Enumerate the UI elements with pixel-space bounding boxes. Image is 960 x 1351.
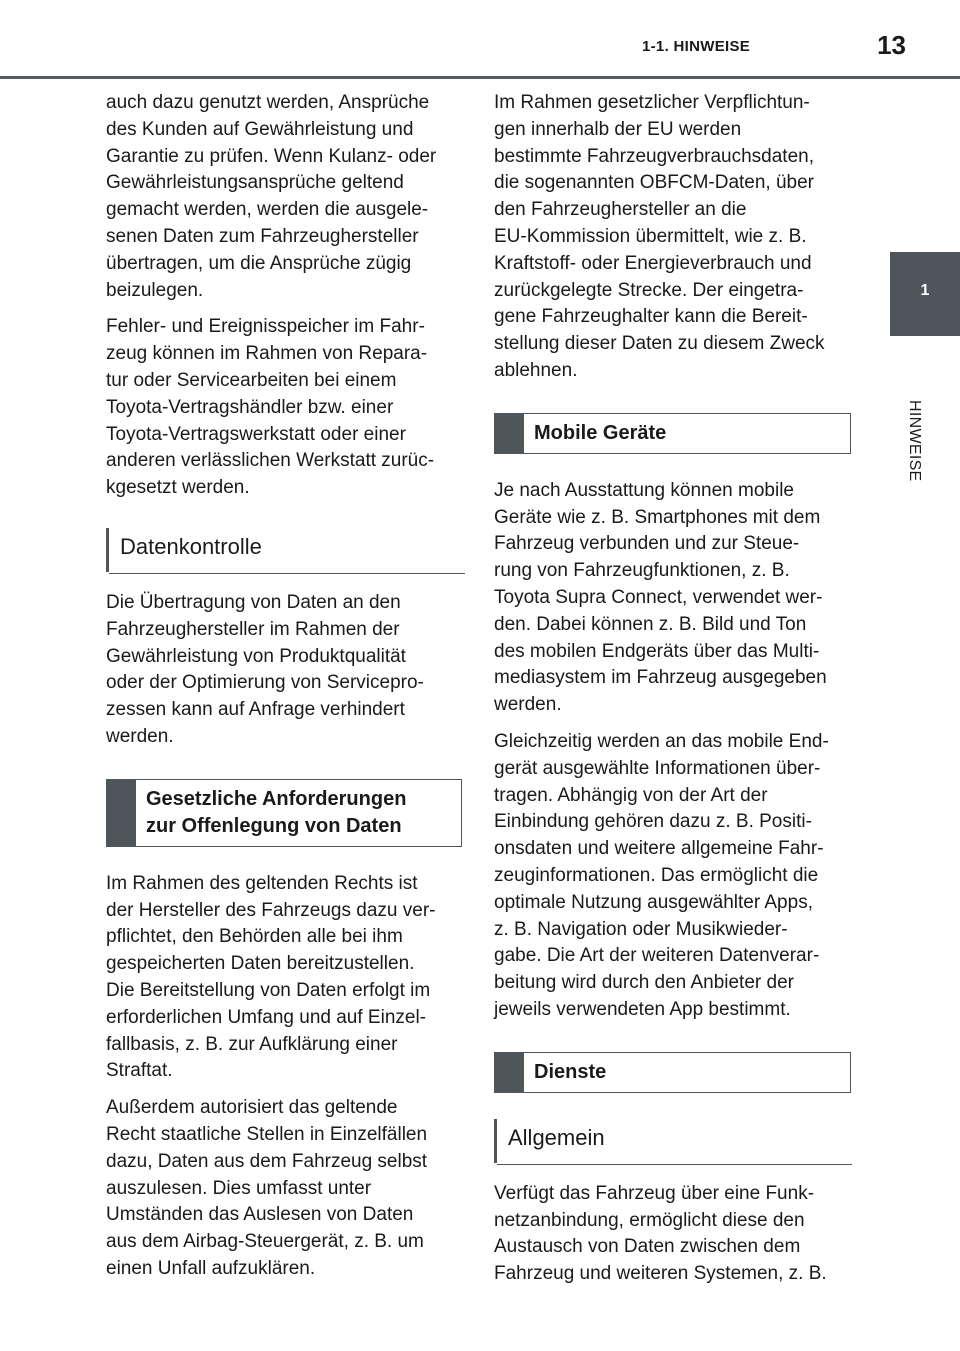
subheading-text: Allgemein [508,1124,605,1150]
paragraph: Verfügt das Fahrzeug über eine Funk- netzanbindung, ermöglicht diese den Austausch von Daten zwischen dem Fahrzeug und weiteren Systemen, z. B. [494,1182,827,1285]
paragraph: Gleichzeitig werden an das mobile End- gerät ausgewählte Informationen über- tragen. Abhängig von der Art der Einbindung gehören dazu z. B. Positi- onsdaten und weitere allgemeine Fahr- zeuginformationen. Das ermöglicht die optimale Nutzung ausgewählter Apps, z. B. Navigation oder Musikwieder- gabe. Die Art der weiteren Datenverar- beitung wird durch den Anbieter der jeweils verwendeten App bestimmt. [494,730,829,1020]
right-column [494,90,862,1298]
section-heading-gesetzliche-anforderungen [106,779,462,847]
chapter-tab-number: 1 [920,282,930,299]
section-heading-bar [107,780,136,846]
paragraph: Fehler- und Ereignisspeicher im Fahr- zeug können im Rahmen von Repara- tur oder Servicearbeiten bei einem Toyota-Vertragshändler bzw. einer Toyota-Vertragswerkstatt oder einer anderen verlässlichen Werkstatt zurüc- kgesetzt werden. [106,316,435,499]
subheading-text: Datenkontrolle [120,533,262,559]
section-heading-bar [495,414,524,453]
section-heading-text: Dienste [534,1060,607,1083]
section-heading-mobile-geraete [494,413,851,454]
subheading-allgemein [494,1119,852,1163]
paragraph: auch dazu genutzt werden, Ansprüche des Kunden auf Gewährleistung und Garantie zu prüfen. Wenn Kulanz- oder Gewährleistungsansprüche geltend gemacht werden, werden die ausgele- senen Daten zum Fahrzeughersteller übertragen, um die Ansprüche zügig beizulegen. [106,92,437,301]
chapter-tab-label: HINWEISE [906,400,923,482]
paragraph: Außerdem autorisiert das geltende Recht staatliche Stellen in Einzelfällen dazu, Daten aus dem Fahrzeug selbst auszulesen. Dies umfasst unter Umständen das Auslesen von Daten aus dem Airbag-Steuergerät, z. B. um einen Unfall aufzuklären. [106,1097,428,1279]
header-rule [0,76,960,79]
section-heading-bar [495,1053,524,1092]
paragraph: Im Rahmen des geltenden Rechts ist der Hersteller des Fahrzeugs dazu ver- pflichtet, den Behörden alle bei ihm gespeicherten Daten bereitzustellen. Die Bereitstellung von Daten erfolgt im erforderlichen Umfang und auf Einzel- fallbasis, z. B. zur Aufklärung einer Straftat. [106,872,436,1082]
paragraph: Die Übertragung von Daten an den Fahrzeughersteller im Rahmen der Gewährleistung von Produktqualität oder der Optimierung von Servicepro- zessen kann auf Anfrage verhindert werden. [106,591,424,747]
header-section-title: 1-1. HINWEISE [642,38,751,55]
section-heading-text: Gesetzliche Anforderungen zur Offenlegung von Daten [146,787,407,837]
paragraph: Je nach Ausstattung können mobile Geräte wie z. B. Smartphones mit dem Fahrzeug verbunden und zur Steue- rung von Fahrzeugfunktionen, z. B. Toyota Supra Connect, verwendet wer- den. Dabei können z. B. Bild und Ton des mobilen Endgeräts über das Multi- mediasystem im Fahrzeug ausgegeben werden. [494,479,827,716]
left-column [106,90,474,1293]
section-heading-dienste [494,1052,851,1093]
subheading-datenkontrolle [106,528,465,572]
paragraph: Im Rahmen gesetzlicher Verpflichtun- gen innerhalb der EU werden bestimmte Fahrzeugverbrauchsdaten, die sogenannten OBFCM-Daten, über den Fahrzeughersteller an die EU-Kommission übermittelt, wie z. B. Kraftstoff- oder Energieverbrauch und zurückgelegte Strecke. Der eingetra- gene Fahrzeughalter kann die Bereit- stellung dieser Daten zu diesem Zweck ablehnen. [494,92,825,381]
section-heading-text: Mobile Geräte [534,421,667,444]
page-number: 13 [877,30,906,60]
